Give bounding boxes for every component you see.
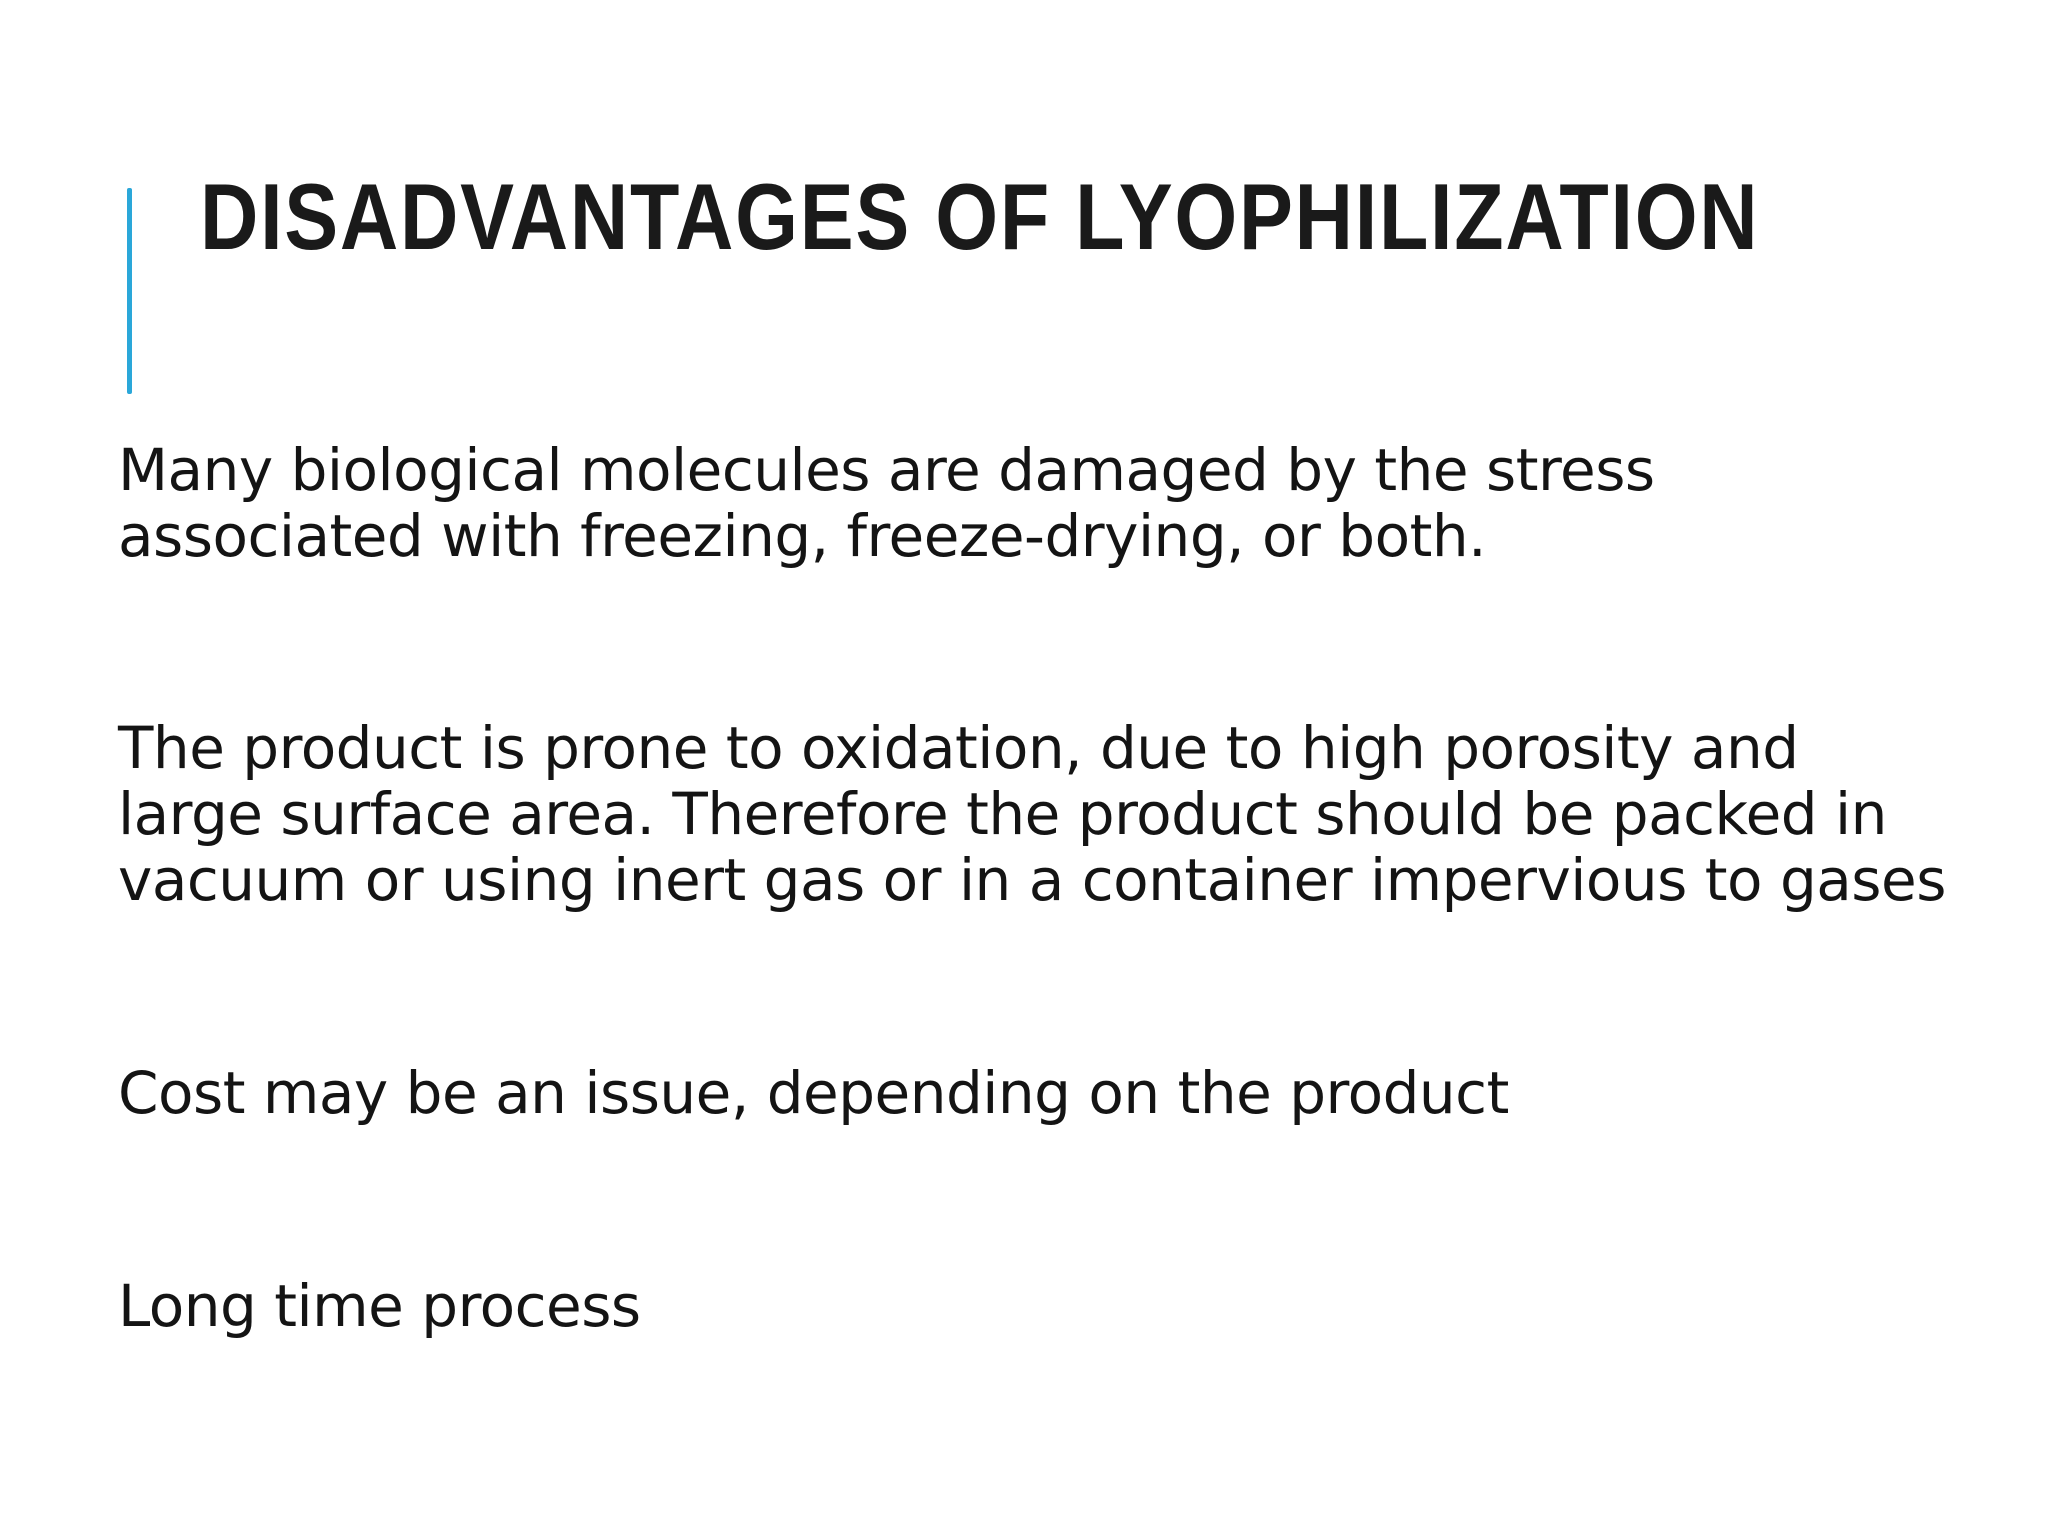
bullet-item-4: Long time process [118, 1272, 641, 1340]
slide-title: DISADVANTAGES OF LYOPHILIZATION [200, 164, 1760, 269]
title-accent-bar [127, 188, 132, 394]
bullet-item-2: The product is prone to oxidation, due to high porosity and large surface area. Therefore the product should be packed in vacuum or using inert gas or in a container impervious to gases [118, 714, 1946, 914]
bullet-item-3: Cost may be an issue, depending on the product [118, 1059, 1509, 1127]
bullet-item-1: Many biological molecules are damaged by the stress associated with freezing, freeze-drying, or both. [118, 436, 1655, 570]
